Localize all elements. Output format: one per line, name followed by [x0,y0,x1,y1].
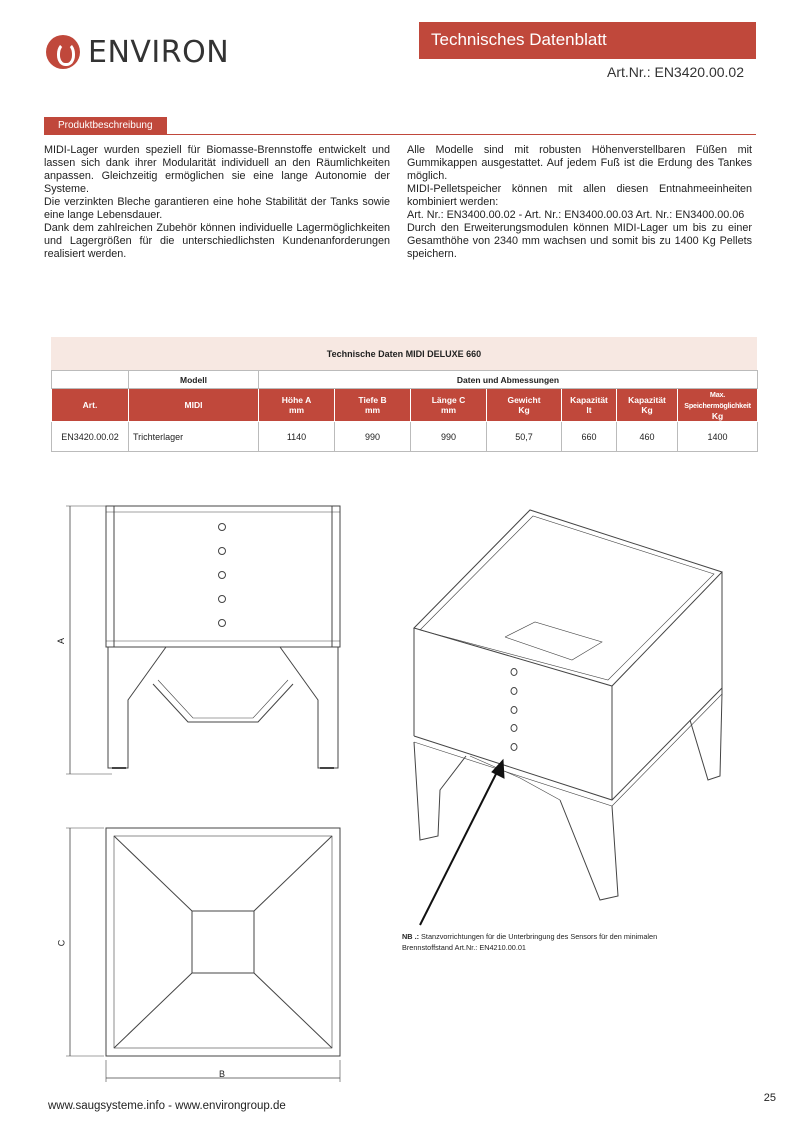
document-title: Technisches Datenblatt [419,22,756,58]
table-cell: 50,7 [487,422,562,452]
note-line: Brennstoffstand Art.Nr.: EN4210.00.01 [402,943,526,952]
note-line: Stanzvorrichtungen für die Unterbringung des Sensors für den minimalen [419,932,658,941]
table-cell: 460 [617,422,678,452]
column-header: Kapazität Kg [617,389,678,422]
column-header: Max. Speichermöglichkeit Kg [678,389,758,422]
column-header: Gewicht Kg [487,389,562,422]
page-number: 25 [763,1092,776,1104]
column-header: Länge C mm [411,389,487,422]
section-heading: Produktbeschreibung [44,117,167,134]
description-paragraph: Die verzinkten Bleche garantieren eine hohe Stabilität der Tanks sowie eine lange Lebensdauer. [44,196,390,221]
top-view-drawing [66,828,340,1082]
description-paragraph: Alle Modelle sind mit robusten Höhenverstellbaren Füßen mit Gummikappen ausgestattet. Auf jedem Fuß ist die Erdung des Tankes möglich. [407,144,752,182]
dimension-b-label: B [219,1069,226,1079]
description-paragraph: Durch den Erweiterungsmodulen können MIDI-Lager um bis zu einer Gesamthöhe von 2340 mm wachsen und somit bis zu 1400 Kg Pellets speichern. [407,222,752,260]
sensor-note [402,931,657,953]
column-header: Tiefe B mm [335,389,411,422]
brand-name: ENVIRON [88,34,230,70]
table-cell: 990 [335,422,411,452]
column-header: MIDI [129,389,259,422]
table-cell: 990 [411,422,487,452]
sensor-pointer-arrow [420,760,504,925]
table-group-modell: Modell [129,371,259,389]
table-cell: 1400 [678,422,758,452]
isometric-drawing [414,510,722,900]
table-group-data: Daten und Abmessungen [259,371,758,389]
description-paragraph: Dank dem zahlreichen Zubehör können individuelle Lagermöglichkeiten und Lagergrößen für die unterschiedlichsten Kundenanforderungen realisiert werden. [44,222,390,260]
description-paragraph: MIDI-Lager wurden speziell für Biomasse-Brennstoffe entwickelt und lassen sich dank ihrer Modularität individuell an den Räumlichkeiten anpassen. Gleichzeitig ermöglichen sie eine lange Autonomie der Systeme. [44,144,390,195]
table-cell: 1140 [259,422,335,452]
description-paragraph: Art. Nr.: EN3400.00.02 - Art. Nr.: EN3400.00.03 Art. Nr.: EN3400.00.06 [407,209,745,221]
table-cell: EN3420.00.02 [52,422,129,452]
footer-websites: www.saugsysteme.info - www.environgroup.de [48,1100,286,1112]
dimension-a-label: A [56,637,67,645]
description-paragraph: MIDI-Pelletspeicher können mit allen diesen Entnahmeeinheiten kombiniert werden: [407,183,752,208]
article-number: Art.Nr.: EN3420.00.02 [607,64,744,80]
column-header: Kapazität lt [562,389,617,422]
table-title: Technische Daten MIDI DELUXE 660 [51,337,757,370]
front-view-drawing [66,506,340,774]
table-cell: 660 [562,422,617,452]
table-cell: Trichterlager [129,422,259,452]
column-header: Höhe A mm [259,389,335,422]
column-header: Art. [52,389,129,422]
dimension-c-label: C [56,939,67,947]
note-prefix: NB .: [402,932,420,941]
